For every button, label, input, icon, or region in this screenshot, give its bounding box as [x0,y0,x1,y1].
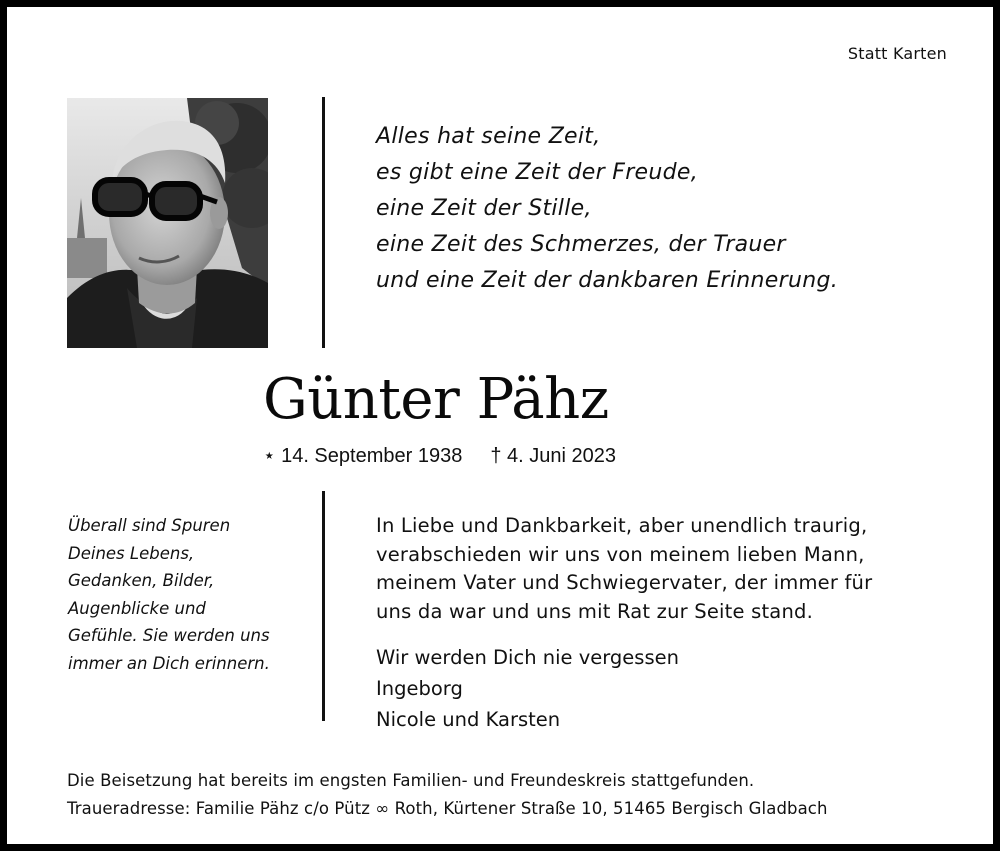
message-block [376,512,872,626]
side-verse-block [68,512,270,677]
divider-bottom [322,491,325,721]
verse-block [376,119,838,299]
signature-line: Nicole und Karsten [376,708,561,731]
side-verse-line: Gedanken, Bilder, [68,571,215,590]
signature-line: Ingeborg [376,677,463,700]
message-line: meinem Vater und Schwiegervater, der immer für [376,571,873,594]
side-verse-line: Gefühle. Sie werden uns [68,626,270,645]
deceased-name: Günter Pähz [263,367,609,432]
birth-date: ⋆ 14. September 1938 [263,445,463,467]
signature-line: Wir werden Dich nie vergessen [376,646,679,669]
portrait-photo [67,98,268,348]
verse-line: Alles hat seine Zeit, [376,124,601,149]
portrait-image [67,98,268,348]
header-note: Statt Karten [847,44,947,63]
verse-line: eine Zeit des Schmerzes, der Trauer [376,232,786,257]
signature-block [376,642,679,735]
verse-line: und eine Zeit der dankbaren Erinnerung. [376,268,839,293]
message-line: uns da war und uns mit Rat zur Seite stand. [376,599,813,623]
footer-block [67,767,828,823]
death-date: † 4. Juni 2023 [490,445,616,467]
life-dates [263,443,616,469]
message-line: verabschieden wir uns von meinem lieben Mann, [376,542,865,566]
verse-line: es gibt eine Zeit der Freude, [376,160,699,185]
side-verse-line: Augenblicke und [68,598,206,618]
side-verse-line: immer an Dich erinnern. [68,653,270,673]
side-verse-line: Deines Lebens, [68,543,195,563]
mourning-address: Traueradresse: Familie Pähz c/o Pütz ∞ Roth, Kürtener Straße 10, 51465 Bergisch Gladbach [67,799,828,818]
verse-line: eine Zeit der Stille, [376,196,592,221]
message-line: In Liebe und Dankbarkeit, aber unendlich traurig, [376,514,868,537]
side-verse-line: Überall sind Spuren [68,516,231,535]
divider-top [322,97,325,348]
funeral-note: Die Beisetzung hat bereits im engsten Familien- und Freundeskreis stattgefunden. [67,771,755,790]
